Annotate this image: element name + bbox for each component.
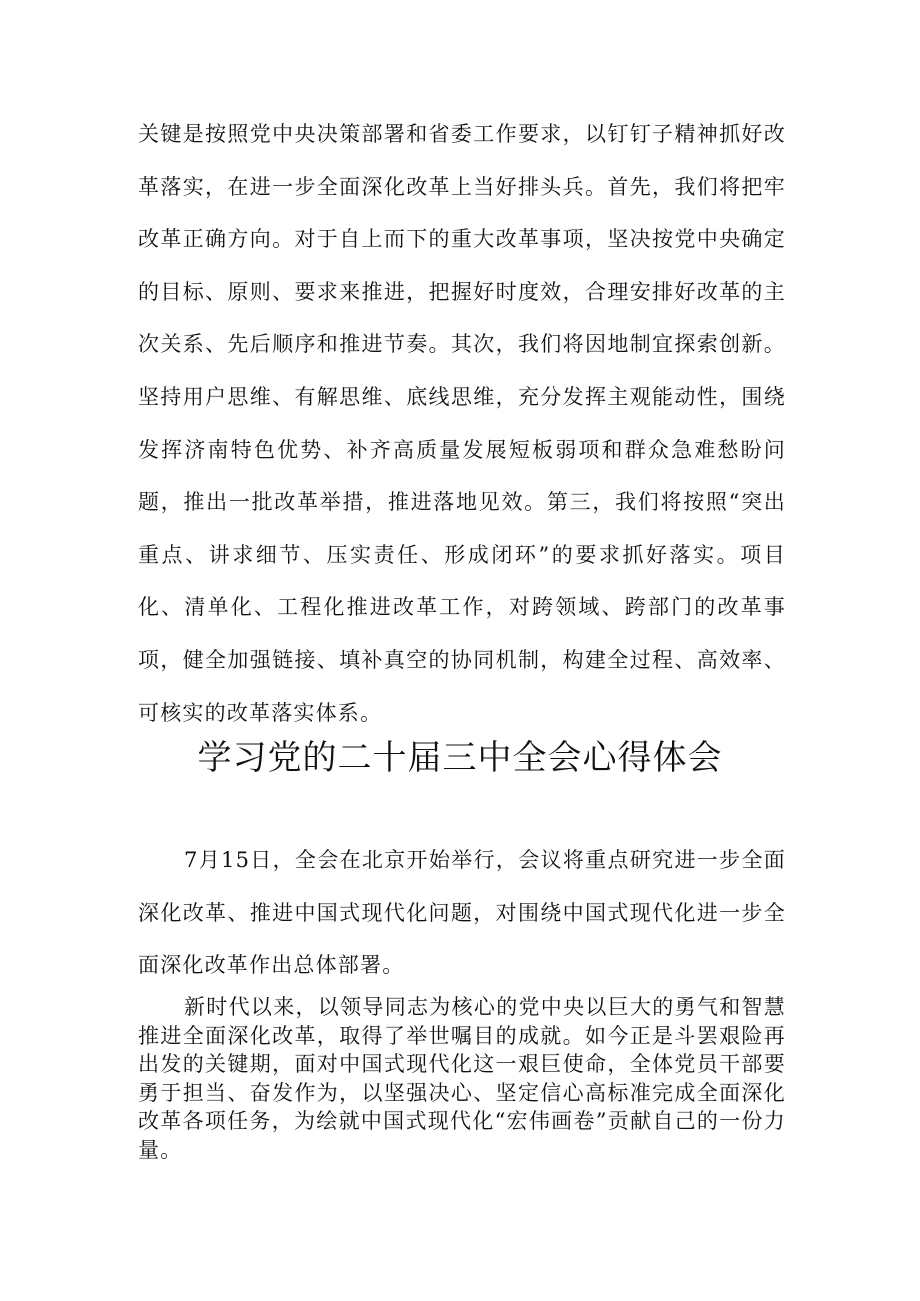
- paragraph-plenum-intro: 7月15日，全会在北京开始举行，会议将重点研究进一步全面深化改革、推进中国式现代化问题，对围绕中国式现代化进一步全面深化改革作出总体部署。: [138, 848, 786, 978]
- document-title: 学习党的二十届三中全会心得体会: [197, 738, 723, 778]
- paragraph-new-era: 新时代以来，以领导同志为核心的党中央以巨大的勇气和智慧推进全面深化改革，取得了举世嘱目的成就。如今正是斗罢艰险再出发的关键期，面对中国式现代化这一艰巨使命，全体党员干部要勇于担当、奋发作为，以坚强决心、坚定信心高标准完成全面深化改革各项任务，为绘就中国式现代化“宏伟画卷”贡献自己的一份力量。: [138, 995, 786, 1162]
- paragraph-reform-implementation: 关键是按照党中央决策部署和省委工作要求，以钉钉子精神抓好改革落实，在进一步全面深化改革上当好排头兵。首先，我们将把牢改革正确方向。对于自上而下的重大改革事项，坚决按党中央确定的目标、原则、要求来推进，把握好时度效，合理安排好改革的主次关系、先后顺序和推进节奏。其次，我们将因地制宜探索创新。坚持用户思维、有解思维、底线思维，充分发挥主观能动性，围绕发挥济南特色优势、补齐高质量发展短板弱项和群众急难愁盼问题，推出一批改革举措，推进落地见效。第三，我们将按照“突出重点、讲求细节、压实责任、形成闭环”的要求抓好落实。项目化、清单化、工程化推进改革工作，对跨领域、跨部门的改革事项，健全加强链接、填补真空的协同机制，构建全过程、高效率、可核实的改革落实体系。: [138, 122, 786, 725]
